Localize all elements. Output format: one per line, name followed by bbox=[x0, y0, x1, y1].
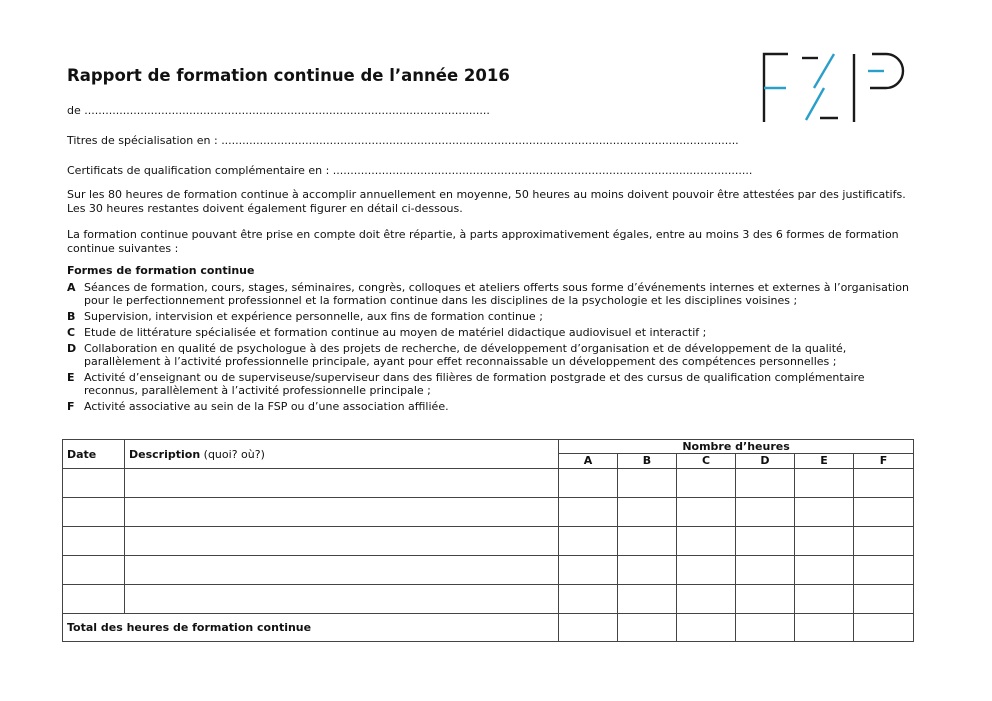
header-col-c: C bbox=[677, 454, 736, 469]
description-cell[interactable] bbox=[125, 498, 559, 527]
total-cell[interactable] bbox=[677, 614, 736, 642]
hours-cell[interactable] bbox=[854, 498, 914, 527]
de-field[interactable]: de .................................................................................................................... bbox=[67, 104, 490, 117]
titres-field[interactable]: Titres de spécialisation en : .................................................................................................................................................... bbox=[67, 134, 739, 147]
total-cell[interactable] bbox=[854, 614, 914, 642]
description-cell[interactable] bbox=[125, 556, 559, 585]
form-letter: D bbox=[67, 342, 77, 355]
hours-cell[interactable] bbox=[618, 556, 677, 585]
table-row bbox=[63, 585, 914, 614]
hours-cell[interactable] bbox=[736, 556, 795, 585]
hours-cell[interactable] bbox=[618, 527, 677, 556]
form-item-d bbox=[67, 342, 912, 368]
certificats-field[interactable]: Certificats de qualification complémentaire en : ........................................................................................................................ bbox=[67, 164, 753, 177]
form-text: Activité d’enseignant ou de superviseuse/superviseur dans des filières de formation postgrade et des cursus de qualification complémentaire reconnus, parallèlement à l’activité professionnelle principale ; bbox=[84, 371, 865, 397]
fsp-logo bbox=[762, 52, 912, 124]
hours-cell[interactable] bbox=[677, 556, 736, 585]
hours-cell[interactable] bbox=[618, 469, 677, 498]
description-cell[interactable] bbox=[125, 527, 559, 556]
hours-cell[interactable] bbox=[677, 469, 736, 498]
hours-cell[interactable] bbox=[854, 585, 914, 614]
hours-cell[interactable] bbox=[677, 585, 736, 614]
hours-cell[interactable] bbox=[559, 556, 618, 585]
header-nombre-heures: Nombre d’heures bbox=[559, 440, 914, 454]
hours-table bbox=[62, 439, 914, 642]
form-text: Etude de littérature spécialisée et formation continue au moyen de matériel didactique audiovisuel et interactif ; bbox=[84, 326, 707, 339]
hours-cell[interactable] bbox=[677, 498, 736, 527]
hours-cell[interactable] bbox=[559, 469, 618, 498]
hours-cell[interactable] bbox=[618, 585, 677, 614]
hours-cell[interactable] bbox=[795, 469, 854, 498]
hours-cell[interactable] bbox=[736, 527, 795, 556]
forms-list bbox=[67, 281, 912, 416]
total-row bbox=[63, 614, 914, 642]
form-item-c bbox=[67, 326, 912, 339]
hours-cell[interactable] bbox=[677, 527, 736, 556]
date-cell[interactable] bbox=[63, 585, 125, 614]
table-row bbox=[63, 556, 914, 585]
form-item-a bbox=[67, 281, 912, 307]
hours-cell[interactable] bbox=[736, 469, 795, 498]
table-row bbox=[63, 469, 914, 498]
total-cell[interactable] bbox=[736, 614, 795, 642]
form-item-f bbox=[67, 400, 912, 413]
total-label: Total des heures de formation continue bbox=[63, 614, 559, 642]
distribution-paragraph: La formation continue pouvant être prise en compte doit être répartie, à parts approximativement égales, entre au moins 3 des 6 formes de formation continue suivantes : bbox=[67, 228, 899, 255]
form-letter: A bbox=[67, 281, 76, 294]
table-row bbox=[63, 498, 914, 527]
hours-cell[interactable] bbox=[795, 556, 854, 585]
hours-cell[interactable] bbox=[618, 498, 677, 527]
intro-paragraph: Sur les 80 heures de formation continue à accomplir annuellement en moyenne, 50 heures au moins doivent pouvoir être attestées par des justificatifs. Les 30 heures restantes doivent également figurer en détail ci-dessous. bbox=[67, 188, 906, 215]
hours-cell[interactable] bbox=[795, 585, 854, 614]
total-cell[interactable] bbox=[618, 614, 677, 642]
date-cell[interactable] bbox=[63, 556, 125, 585]
form-letter: C bbox=[67, 326, 76, 339]
hours-cell[interactable] bbox=[559, 527, 618, 556]
header-col-f: F bbox=[854, 454, 914, 469]
description-cell[interactable] bbox=[125, 585, 559, 614]
total-cell[interactable] bbox=[795, 614, 854, 642]
hours-cell[interactable] bbox=[559, 498, 618, 527]
date-cell[interactable] bbox=[63, 498, 125, 527]
form-letter: E bbox=[67, 371, 75, 384]
date-cell[interactable] bbox=[63, 469, 125, 498]
form-letter: B bbox=[67, 310, 76, 323]
form-text: Collaboration en qualité de psychologue à des projets de recherche, de développement d’organisation et de développement de la qualité, parallèlement à l’activité professionnelle principale, ayant pour effet reconnaissable un développement des compétences personnelles ; bbox=[84, 342, 847, 368]
hours-cell[interactable] bbox=[795, 527, 854, 556]
hours-cell[interactable] bbox=[854, 469, 914, 498]
page-title: Rapport de formation continue de l’année 2016 bbox=[67, 66, 510, 85]
header-description: Description (quoi? où?) bbox=[125, 440, 559, 469]
table-row bbox=[63, 527, 914, 556]
form-letter: F bbox=[67, 400, 75, 413]
hours-cell[interactable] bbox=[854, 527, 914, 556]
hours-cell[interactable] bbox=[736, 498, 795, 527]
hours-cell[interactable] bbox=[795, 498, 854, 527]
form-item-b bbox=[67, 310, 912, 323]
hours-cell[interactable] bbox=[736, 585, 795, 614]
header-date: Date bbox=[63, 440, 125, 469]
header-col-b: B bbox=[618, 454, 677, 469]
description-cell[interactable] bbox=[125, 469, 559, 498]
form-text: Séances de formation, cours, stages, séminaires, congrès, colloques et ateliers offerts sous forme d’événements internes et externes à l’organisation pour le perfectionnement professionnel et la formation continue dans les disciplines de la psychologie et les disciplines voisines ; bbox=[84, 281, 909, 307]
form-item-e bbox=[67, 371, 912, 397]
hours-cell[interactable] bbox=[559, 585, 618, 614]
header-col-d: D bbox=[736, 454, 795, 469]
date-cell[interactable] bbox=[63, 527, 125, 556]
header-col-a: A bbox=[559, 454, 618, 469]
form-text: Activité associative au sein de la FSP ou d’une association affiliée. bbox=[84, 400, 449, 413]
forms-heading: Formes de formation continue bbox=[67, 264, 255, 277]
form-text: Supervision, intervision et expérience personnelle, aux fins de formation continue ; bbox=[84, 310, 543, 323]
hours-cell[interactable] bbox=[854, 556, 914, 585]
header-col-e: E bbox=[795, 454, 854, 469]
total-cell[interactable] bbox=[559, 614, 618, 642]
